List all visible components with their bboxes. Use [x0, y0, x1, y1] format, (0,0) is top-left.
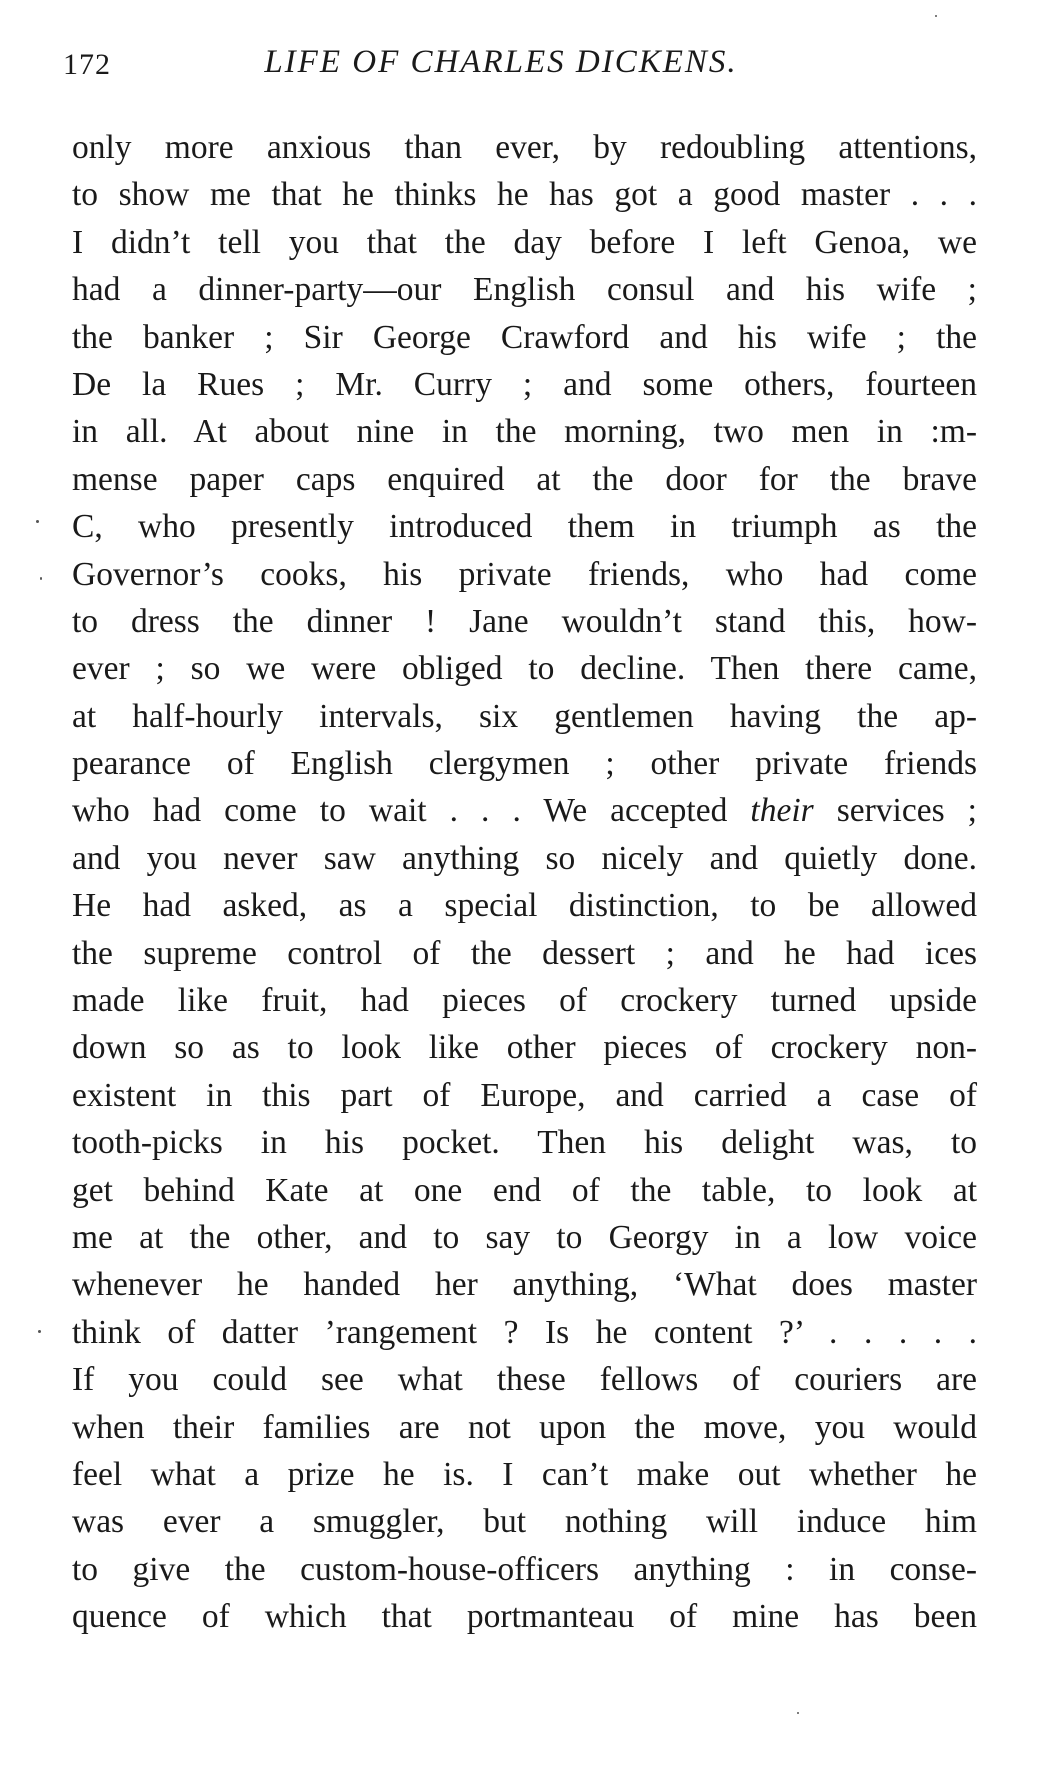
text-line: to show me that he thinks he has got a good master . . .	[72, 176, 977, 214]
text-line: was ever a smuggler, but nothing will induce him	[72, 1503, 977, 1541]
text-line: to dress the dinner ! Jane wouldn’t stand this, how-	[72, 602, 977, 640]
text-line: existent in this part of Europe, and carried a case of	[72, 1076, 977, 1114]
text-line: pearance of English clergymen ; other private friends	[72, 745, 977, 783]
text-line: the banker ; Sir George Crawford and his wife ; the	[72, 318, 977, 356]
text-line: De la Rues ; Mr. Curry ; and some others, fourteen	[72, 365, 977, 403]
text-line: mense paper caps enquired at the door for the brave	[72, 460, 977, 498]
text-line: get behind Kate at one end of the table, to look at	[72, 1171, 977, 1209]
scan-speck	[797, 1712, 799, 1714]
page-number: 172	[63, 48, 111, 81]
text-line: quence of which that portmanteau of mine has been	[72, 1598, 977, 1636]
scan-speck	[40, 577, 42, 580]
text-line: in all. At about nine in the morning, two men in :m-	[72, 413, 977, 451]
text-segment: services ;	[813, 792, 977, 830]
text-line: to give the custom-house-officers anything : in conse-	[72, 1550, 977, 1588]
running-head	[0, 44, 1042, 81]
text-line: the supreme control of the dessert ; and he had ices	[72, 934, 977, 972]
text-line: me at the other, and to say to Georgy in a low voice	[72, 1218, 977, 1256]
text-line: only more anxious than ever, by redoubling attentions,	[72, 129, 977, 166]
running-title: LIFE OF CHARLES DICKENS.	[264, 44, 738, 80]
text-line: He had asked, as a special distinction, to be allowed	[72, 887, 977, 925]
italic-word: their	[750, 792, 814, 830]
text-line: If you could see what these fellows of couriers are	[72, 1361, 977, 1399]
text-line: whenever he handed her anything, ‘What does master	[72, 1266, 977, 1304]
text-line: ever ; so we were obliged to decline. Then there came,	[72, 650, 977, 688]
scan-speck	[38, 1330, 41, 1333]
scan-speck	[935, 15, 937, 17]
body-text	[72, 124, 977, 1641]
text-line: at half-hourly intervals, six gentlemen having the ap-	[72, 697, 977, 735]
text-line: and you never saw anything so nicely and quietly done.	[72, 839, 977, 877]
text-line: feel what a prize he is. I can’t make out whether he	[72, 1455, 977, 1493]
scan-speck	[36, 520, 39, 523]
text-line: C, who presently introduced them in triumph as the	[72, 508, 977, 546]
text-line-with-italic	[72, 787, 977, 834]
text-line: down so as to look like other pieces of crockery non-	[72, 1029, 977, 1067]
text-line: had a dinner-party—our English consul and his wife ;	[72, 271, 977, 309]
text-line: I didn’t tell you that the day before I left Genoa, we	[72, 223, 977, 261]
text-line: tooth-picks in his pocket. Then his delight was, to	[72, 1124, 977, 1162]
text-line: Governor’s cooks, his private friends, who had come	[72, 555, 977, 593]
text-line: think of datter ’rangement ? Is he content ?’ . . . . .	[72, 1313, 977, 1351]
text-segment: who had come to wait . . . We accepted	[72, 792, 751, 830]
text-line: when their families are not upon the move, you would	[72, 1408, 977, 1446]
text-line: made like fruit, had pieces of crockery turned upside	[72, 982, 977, 1020]
